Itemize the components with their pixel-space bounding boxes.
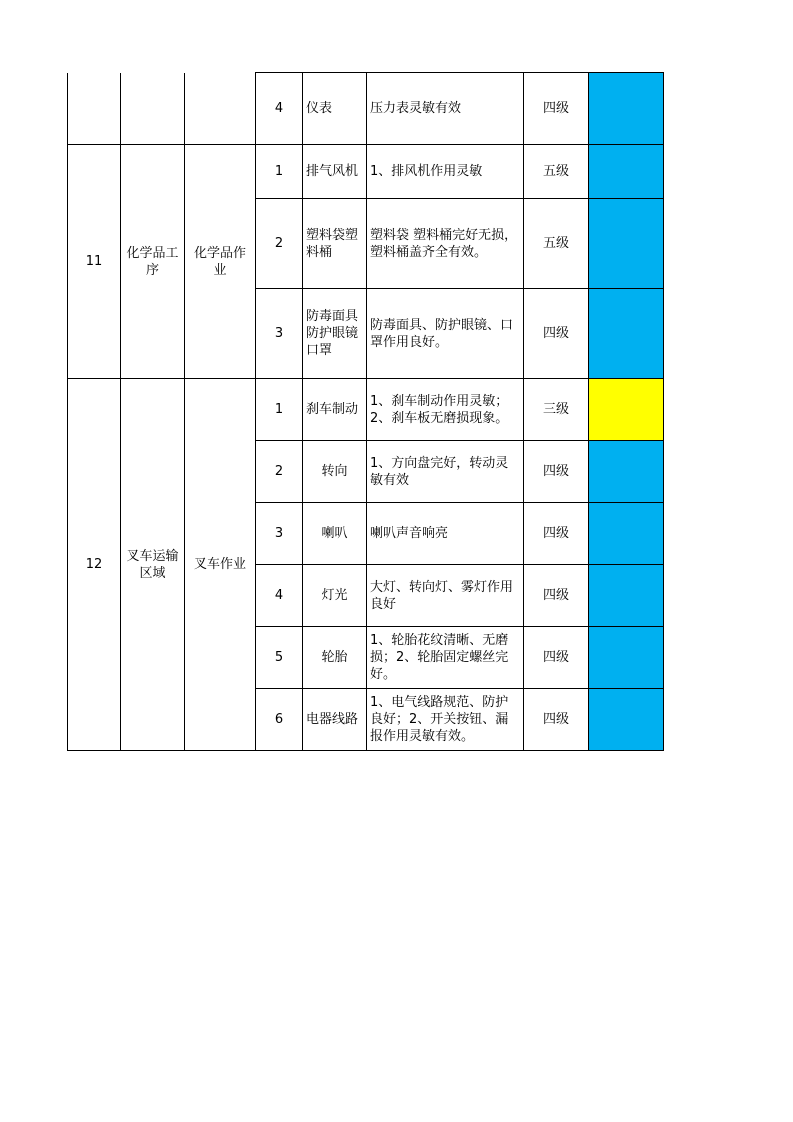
item-standard-cell: 1、方向盘完好，转动灵敏有效 xyxy=(367,441,524,503)
item-standard-cell: 大灯、转向灯、雾灯作用良好 xyxy=(367,565,524,627)
item-seq-cell: 2 xyxy=(256,441,303,503)
group-area-cell: 化学品工序 xyxy=(121,145,185,379)
table-row xyxy=(68,145,664,199)
item-standard-cell: 1、刹车制动作用灵敏；2、刹车板无磨损现象。 xyxy=(367,379,524,441)
item-name-cell: 灯光 xyxy=(303,565,367,627)
item-level-cell: 四级 xyxy=(524,503,589,565)
level-color-cell xyxy=(589,145,664,199)
item-level-cell: 五级 xyxy=(524,199,589,289)
item-name-cell: 喇叭 xyxy=(303,503,367,565)
level-color-cell xyxy=(589,627,664,689)
item-name-cell: 轮胎 xyxy=(303,627,367,689)
level-color-cell xyxy=(589,289,664,379)
item-level-cell: 四级 xyxy=(524,689,589,751)
group-operation-cell: 化学品作业 xyxy=(185,145,256,379)
item-seq-cell: 5 xyxy=(256,627,303,689)
group-operation-cell xyxy=(185,73,256,145)
item-name-cell: 排气风机 xyxy=(303,145,367,199)
item-level-cell: 四级 xyxy=(524,73,589,145)
item-standard-cell: 喇叭声音响亮 xyxy=(367,503,524,565)
item-level-cell: 四级 xyxy=(524,627,589,689)
level-color-cell xyxy=(589,73,664,145)
item-seq-cell: 3 xyxy=(256,289,303,379)
level-color-cell xyxy=(589,565,664,627)
item-name-cell: 塑料袋塑料桶 xyxy=(303,199,367,289)
item-seq-cell: 4 xyxy=(256,565,303,627)
inspection-table xyxy=(67,72,664,751)
level-color-cell xyxy=(589,689,664,751)
item-seq-cell: 1 xyxy=(256,145,303,199)
item-standard-cell: 1、轮胎花纹清晰、无磨损；2、轮胎固定螺丝完好。 xyxy=(367,627,524,689)
item-level-cell: 三级 xyxy=(524,379,589,441)
item-name-cell: 转向 xyxy=(303,441,367,503)
group-area-cell xyxy=(121,73,185,145)
group-no-cell: 12 xyxy=(68,379,121,751)
item-seq-cell: 6 xyxy=(256,689,303,751)
level-color-cell xyxy=(589,199,664,289)
item-standard-cell: 1、排风机作用灵敏 xyxy=(367,145,524,199)
item-seq-cell: 4 xyxy=(256,73,303,145)
item-level-cell: 五级 xyxy=(524,145,589,199)
item-name-cell: 仪表 xyxy=(303,73,367,145)
group-area-cell: 叉车运输区域 xyxy=(121,379,185,751)
table-row xyxy=(68,379,664,441)
group-no-cell: 11 xyxy=(68,145,121,379)
item-name-cell: 防毒面具 防护眼镜口罩 xyxy=(303,289,367,379)
item-standard-cell: 压力表灵敏有效 xyxy=(367,73,524,145)
item-seq-cell: 1 xyxy=(256,379,303,441)
item-seq-cell: 3 xyxy=(256,503,303,565)
level-color-cell xyxy=(589,441,664,503)
group-operation-cell: 叉车作业 xyxy=(185,379,256,751)
item-level-cell: 四级 xyxy=(524,289,589,379)
item-name-cell: 电器线路 xyxy=(303,689,367,751)
item-name-cell: 刹车制动 xyxy=(303,379,367,441)
item-standard-cell: 塑料袋 塑料桶完好无损，塑料桶盖齐全有效。 xyxy=(367,199,524,289)
item-seq-cell: 2 xyxy=(256,199,303,289)
item-level-cell: 四级 xyxy=(524,565,589,627)
item-level-cell: 四级 xyxy=(524,441,589,503)
level-color-cell xyxy=(589,503,664,565)
level-color-cell xyxy=(589,379,664,441)
item-standard-cell: 防毒面具、防护眼镜、口罩作用良好。 xyxy=(367,289,524,379)
table-row xyxy=(68,73,664,145)
group-no-cell xyxy=(68,73,121,145)
item-standard-cell: 1、电气线路规范、防护良好；2、开关按钮、漏报作用灵敏有效。 xyxy=(367,689,524,751)
